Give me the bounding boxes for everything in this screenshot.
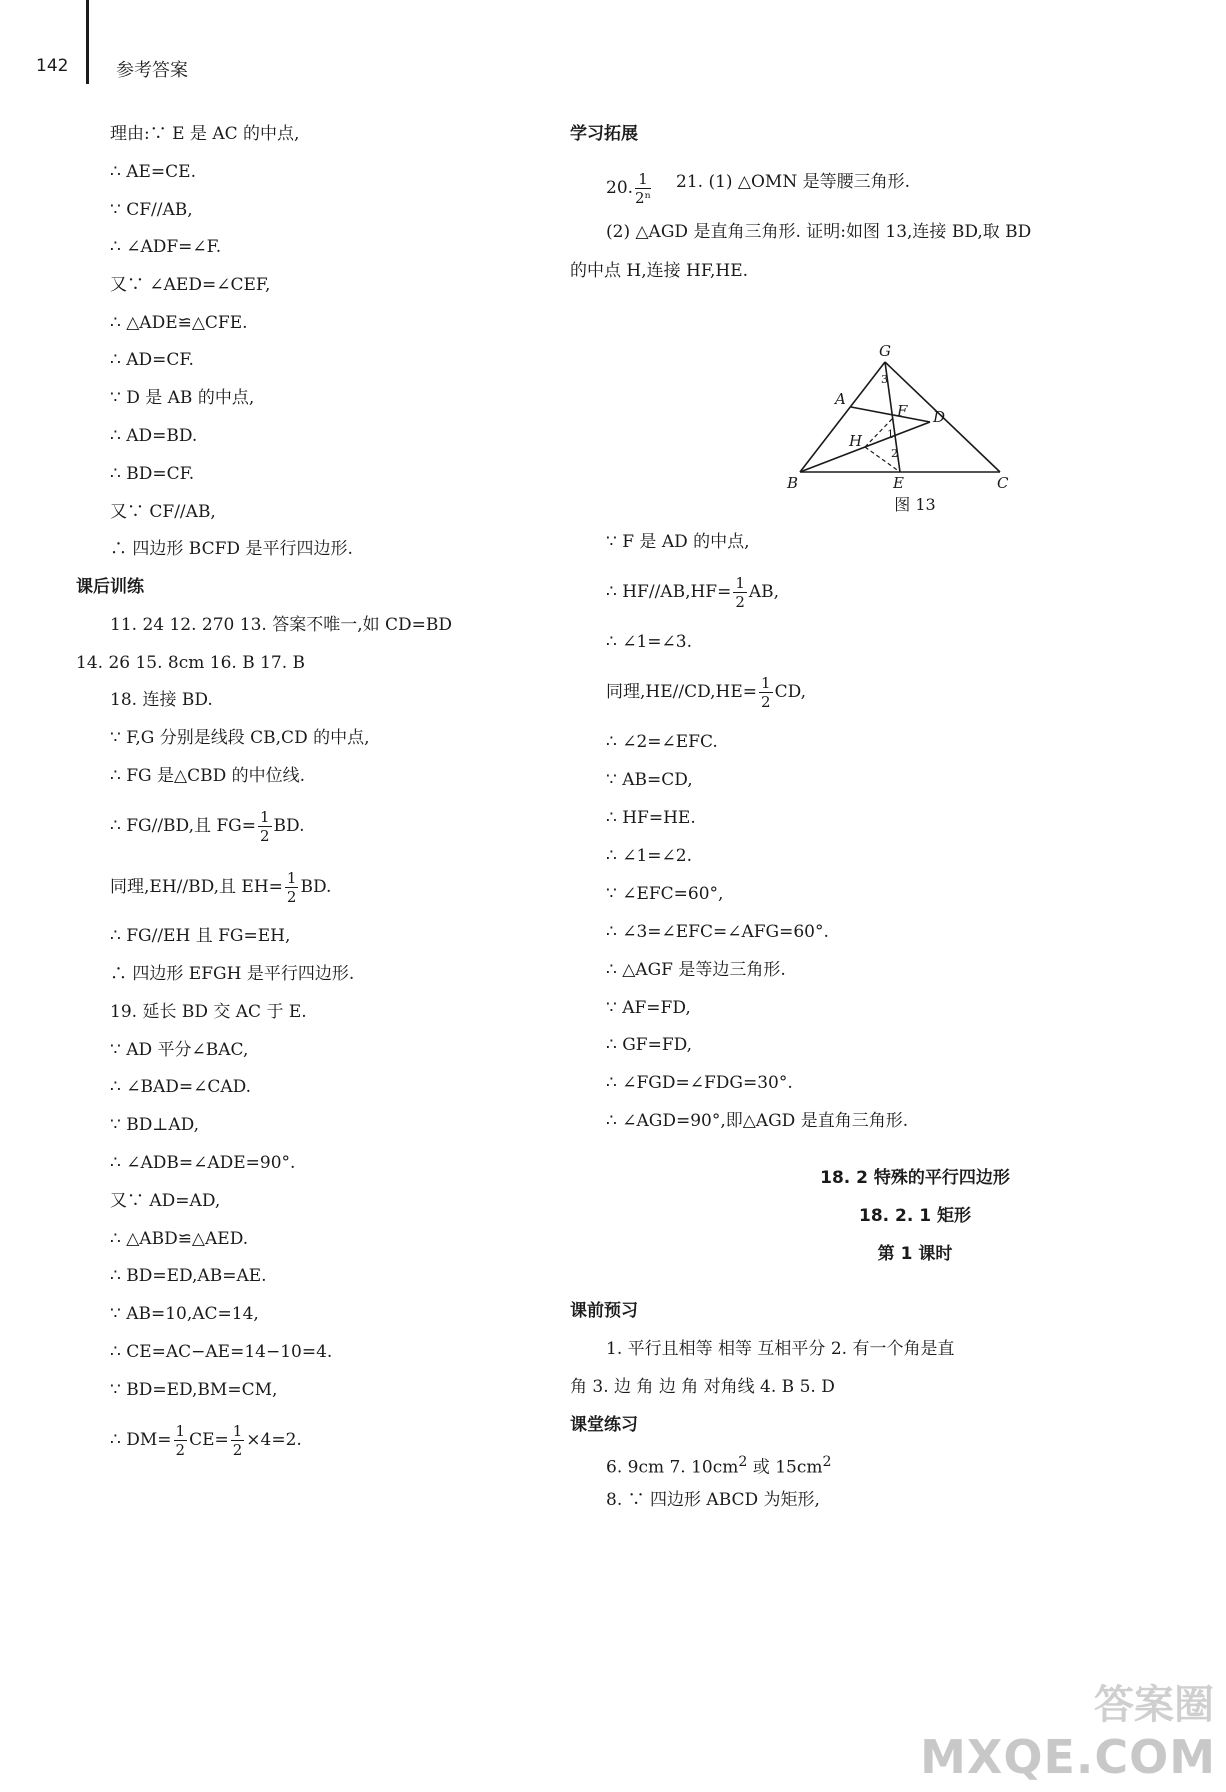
fraction: $\frac{1}{2}$ xyxy=(735,574,745,611)
label-e: E xyxy=(893,474,904,492)
answer-line: 角 3. 边 角 边 角 对角线 4. B 5. D xyxy=(570,1377,835,1397)
text-line: ∴ AD=CF. xyxy=(110,350,194,370)
label-angle-1: 1 xyxy=(887,428,894,441)
text-line: ∴ ∠2=∠EFC. xyxy=(606,732,718,752)
text-line: 又∵ AD=AD, xyxy=(110,1191,221,1211)
text-line: ∴ AE=CE. xyxy=(110,162,196,182)
text-line: 的中点 H,连接 HF,HE. xyxy=(570,261,749,281)
text-line: ∴ GF=FD, xyxy=(606,1035,693,1055)
text-line: ∴ △AGF 是等边三角形. xyxy=(606,960,786,980)
text-line: ∴ HF=HE. xyxy=(606,808,696,828)
text-line: ∴ BD=ED,AB=AE. xyxy=(110,1266,267,1286)
text-line: ∴ 四边形 BCFD 是平行四边形. xyxy=(110,539,353,559)
text-line: ∵ CF//AB, xyxy=(110,200,193,220)
text-line: ∴ FG 是△CBD 的中位线. xyxy=(110,766,306,786)
text-line: ∴ FG//BD,且 FG= $\frac{1}{2}$ BD. xyxy=(110,808,305,845)
header-title: 参考答案 xyxy=(116,60,188,81)
text-line: ∴ FG//EH 且 FG=EH, xyxy=(110,926,291,946)
answer-line: 11. 24 12. 270 13. 答案不唯一,如 CD=BD xyxy=(110,615,453,635)
text-line: ∴ 四边形 EFGH 是平行四边形. xyxy=(110,964,355,984)
text-line: ∴ ∠ADF=∠F. xyxy=(110,237,222,257)
header-rule xyxy=(86,0,89,84)
label-h: H xyxy=(849,432,863,450)
text-line: ∴ CE=AC−AE=14−10=4. xyxy=(110,1342,333,1362)
text-line: 同理,HE//CD,HE= $\frac{1}{2}$ CD, xyxy=(606,674,806,711)
fraction: $\frac{1}{2}$ xyxy=(260,808,270,845)
text-line: 又∵ CF//AB, xyxy=(110,502,216,522)
text-line: ∵ F 是 AD 的中点, xyxy=(606,532,750,552)
subsection-title: 18. 2. 1 矩形 xyxy=(859,1206,971,1226)
text-line: ∴ △ADE≌△CFE. xyxy=(110,313,248,333)
text-line: ∴ △ABD≌△AED. xyxy=(110,1229,249,1249)
answer-line: 8. ∵ 四边形 ABCD 为矩形, xyxy=(606,1490,820,1510)
text-line: ∴ ∠ADB=∠ADE=90°. xyxy=(110,1153,296,1173)
answer-line: 18. 连接 BD. xyxy=(110,690,213,710)
label-b: B xyxy=(787,474,799,492)
text-line: ∴ ∠AGD=90°,即△AGD 是直角三角形. xyxy=(606,1111,909,1131)
text-line: ∴ ∠1=∠3. xyxy=(606,632,692,652)
section-heading: 课前预习 xyxy=(570,1301,638,1321)
geometry-figure xyxy=(785,342,1045,492)
answer-line: 14. 26 15. 8cm 16. B 17. B xyxy=(76,653,306,673)
label-angle-2: 2 xyxy=(891,447,898,460)
text-line: 同理,EH//BD,且 EH= $\frac{1}{2}$ BD. xyxy=(110,869,332,906)
text-line: ∵ ∠EFC=60°, xyxy=(606,884,724,904)
section-heading: 课后训练 xyxy=(76,577,144,597)
text-line: ∴ AD=BD. xyxy=(110,426,198,446)
text-line: ∴ ∠3=∠EFC=∠AFG=60°. xyxy=(606,922,829,942)
text-line: ∴ ∠BAD=∠CAD. xyxy=(110,1077,252,1097)
fraction: $\frac{1}{2}$ xyxy=(761,674,771,711)
label-g: G xyxy=(879,342,891,360)
section-heading: 课堂练习 xyxy=(570,1415,638,1435)
answer-line: 1. 平行且相等 相等 互相平分 2. 有一个角是直 xyxy=(606,1339,955,1359)
answer-line: 6. 9cm 7. $10cm^2$ 或 $15cm^2$ xyxy=(606,1454,832,1478)
text-line: ∵ AB=CD, xyxy=(606,770,693,790)
fraction: $\frac{1}{\text{2ⁿ}}$ xyxy=(635,170,652,207)
text-line: (2) △AGD 是直角三角形. 证明:如图 13,连接 BD,取 BD xyxy=(606,222,1032,242)
answer-line: 19. 延长 BD 交 AC 于 E. xyxy=(110,1002,307,1022)
text-line: ∵ D 是 AB 的中点, xyxy=(110,388,255,408)
watermark-url: MXQE.COM xyxy=(920,1730,1216,1784)
text-line: ∴ HF//AB,HF= $\frac{1}{2}$ AB, xyxy=(606,574,780,611)
label-f: F xyxy=(897,402,908,420)
text-line: ∵ BD=ED,BM=CM, xyxy=(110,1380,278,1400)
text-line: ∵ BD⊥AD, xyxy=(110,1115,200,1135)
text-line: ∵ AD 平分∠BAC, xyxy=(110,1040,249,1060)
text-line: 理由:∵ E 是 AC 的中点, xyxy=(110,124,300,144)
text-line: ∴ ∠FGD=∠FDG=30°. xyxy=(606,1073,793,1093)
answer-line: 20. $\frac{1}{\text{2ⁿ}}$ xyxy=(606,170,652,207)
fraction: $\frac{1}{2}$ xyxy=(232,1422,243,1459)
label-d: D xyxy=(933,408,946,426)
text-line: 又∵ ∠AED=∠CEF, xyxy=(110,275,271,295)
section-title: 18. 2 特殊的平行四边形 xyxy=(820,1168,1010,1188)
text-line: ∴ ∠1=∠2. xyxy=(606,846,692,866)
text-line: ∵ F,G 分别是线段 CB,CD 的中点, xyxy=(110,728,370,748)
text-line: ∵ AB=10,AC=14, xyxy=(110,1304,259,1324)
label-a: A xyxy=(835,390,846,408)
lesson-title: 第 1 课时 xyxy=(877,1244,953,1264)
answer-line: 21. (1) △OMN 是等腰三角形. xyxy=(676,172,911,192)
text-line: ∴ BD=CF. xyxy=(110,464,195,484)
label-angle-3: 3 xyxy=(881,373,888,386)
section-heading: 学习拓展 xyxy=(570,124,638,144)
text-line: ∴ DM= $\frac{1}{2}$ CE= $\frac{1}{2}$ ×4=2. xyxy=(110,1422,302,1459)
label-c: C xyxy=(997,474,1009,492)
fraction: $\frac{1}{2}$ xyxy=(175,1422,186,1459)
figure-caption: 图 13 xyxy=(894,495,936,514)
watermark-logo: 答案圈 xyxy=(1094,1682,1214,1728)
fraction: $\frac{1}{2}$ xyxy=(286,869,297,906)
text-line: ∵ AF=FD, xyxy=(606,998,691,1018)
page-number: 142 xyxy=(36,56,69,76)
